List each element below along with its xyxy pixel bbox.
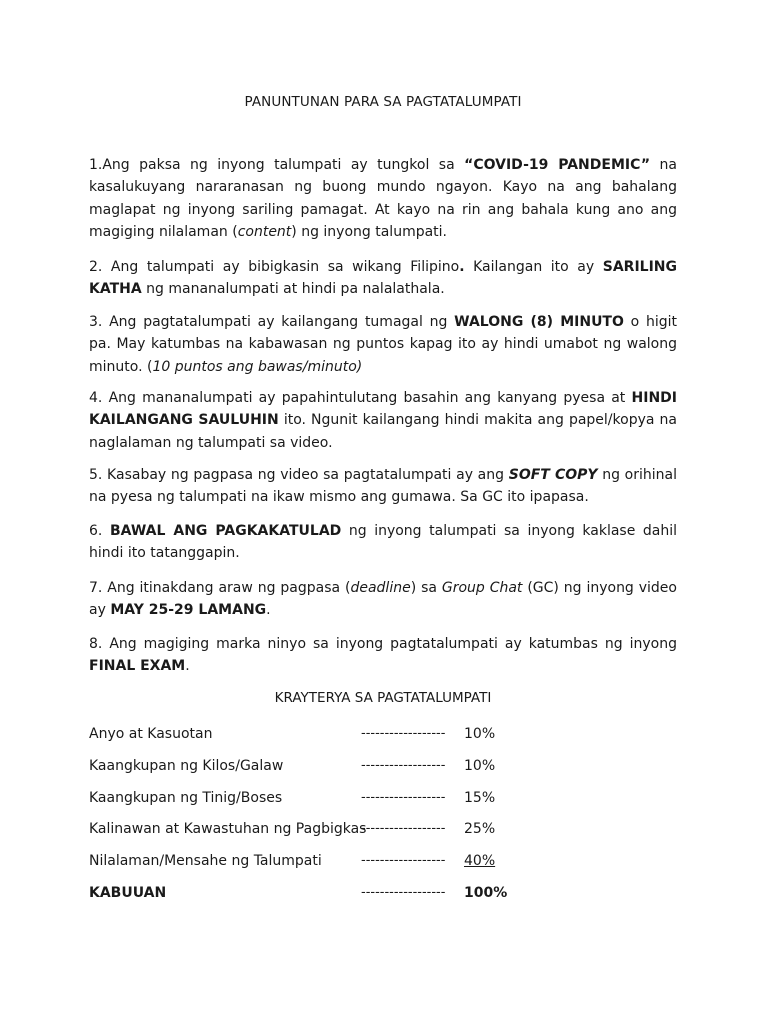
criteria-dashes: ------------------ bbox=[361, 853, 446, 868]
criteria-label: Anyo at Kasuotan bbox=[89, 726, 213, 742]
criteria-total-row bbox=[89, 882, 677, 904]
criteria-label: Nilalaman/Mensahe ng Talumpati bbox=[89, 853, 322, 869]
guideline-item-6: 6. BAWAL ANG PAGKAKATULAD ng inyong talumpati sa inyong kaklase dahil hindi ito tatanggapin. bbox=[89, 523, 678, 562]
guideline-item-5: 5. Kasabay ng pagpasa ng video sa pagtatalumpati ay ang SOFT COPY ng orihinal na pyesa ng talumpati na ikaw mismo ang gumawa. Sa GC ito ipapasa. bbox=[89, 467, 677, 506]
criteria-dashes: ------------------ bbox=[361, 790, 446, 805]
criteria-dashes: ------------------ bbox=[361, 821, 446, 836]
guideline-item-2: 2. Ang talumpati ay bibigkasin sa wikang Filipino. Kailangan ito ay SARILING KATHA ng mananalumpati at hindi pa nalalathala. bbox=[89, 259, 677, 298]
criteria-dashes: ------------------ bbox=[361, 758, 446, 773]
criteria-label: Kalinawan at Kawastuhan ng Pagbigkas bbox=[89, 821, 367, 837]
criteria-row bbox=[89, 787, 677, 809]
criteria-dashes: ------------------ bbox=[361, 726, 446, 741]
criteria-value: 15% bbox=[464, 790, 496, 806]
guideline-item-7: 7. Ang itinakdang araw ng pagpasa (deadline) sa Group Chat (GC) ng inyong video ay MAY 25-29 LAMANG. bbox=[89, 580, 677, 619]
criteria-value: 25% bbox=[464, 821, 496, 837]
criteria-row bbox=[89, 850, 677, 872]
criteria-dashes: ------------------ bbox=[361, 885, 446, 900]
criteria-value: 10% bbox=[464, 758, 496, 774]
criteria-row bbox=[89, 723, 677, 745]
criteria-label: Kaangkupan ng Kilos/Galaw bbox=[89, 758, 284, 774]
guideline-item-4: 4. Ang mananalumpati ay papahintulutang basahin ang kanyang pyesa at HINDI KAILANGANG SAULUHIN ito. Ngunit kailangang hindi makita ang papel/kopya na naglalaman ng talumpati sa video. bbox=[89, 390, 677, 451]
criteria-label: Kaangkupan ng Tinig/Boses bbox=[89, 790, 283, 806]
document-title: PANUNTUNAN PARA SA PAGTATALUMPATI bbox=[244, 94, 522, 110]
criteria-value: 40% bbox=[464, 853, 496, 869]
criteria-total-value: 100% bbox=[464, 885, 508, 901]
guideline-item-8: 8. Ang magiging marka ninyo sa inyong pagtatalumpati ay katumbas ng inyong FINAL EXAM. bbox=[89, 636, 677, 675]
guideline-item-1: 1.Ang paksa ng inyong talumpati ay tungkol sa “COVID-19 PANDEMIC” na kasalukuyang nararanasan ng buong mundo ngayon. Kayo na ang bahalang maglapat ng inyong sariling pamagat. At kayo na rin ang bahala kung ano ang magiging nilalaman (content) ng inyong talumpati. bbox=[89, 157, 677, 240]
criteria-row bbox=[89, 755, 677, 777]
criteria-title: KRAYTERYA SA PAGTATALUMPATI bbox=[274, 690, 492, 706]
criteria-total-label: KABUUAN bbox=[89, 885, 167, 901]
criteria-value: 10% bbox=[464, 726, 496, 742]
criteria-row bbox=[89, 818, 677, 840]
guideline-item-3: 3. Ang pagtatalumpati ay kailangang tumagal ng WALONG (8) MINUTO o higit pa. May katumbas na kabawasan ng puntos kapag ito ay hindi umabot ng walong minuto. (10 puntos ang bawas/minuto) bbox=[89, 314, 677, 375]
